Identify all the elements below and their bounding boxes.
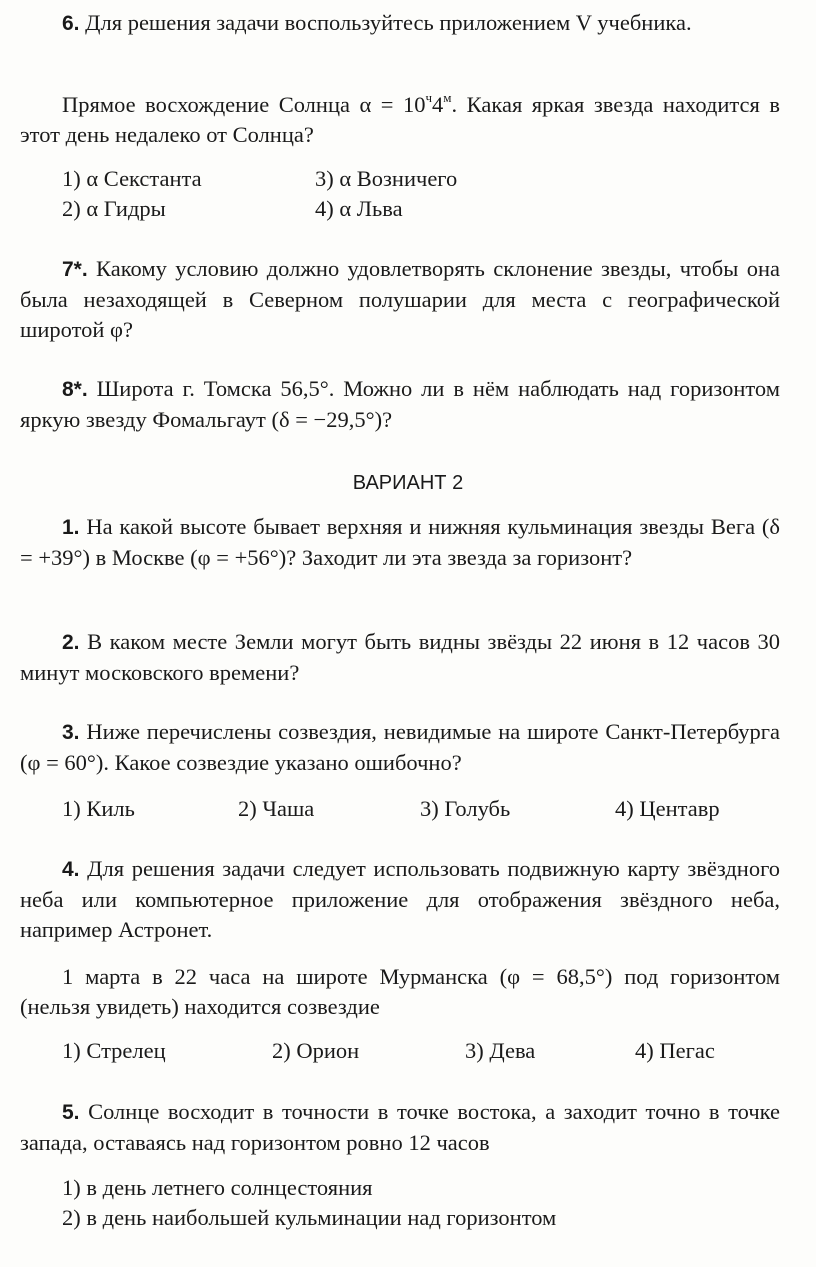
answer-option: 1) α Секстанта (62, 166, 202, 191)
task-number: 2. (62, 631, 80, 654)
v2-task5-option2 (62, 1203, 782, 1233)
task6-question: Прямое восхождение Солнца $\alpha = 10^ч4^м$. Какая яркая звезда находится в этот день недалеко от Солнца? (20, 89, 780, 147)
task-text: Ниже перечислены созвездия, невидимые на широте Санкт-Петербурга (φ = 60°). Какое созвездие указано ошибочно? (20, 719, 780, 775)
answer-option: 4) Пегас (635, 1038, 715, 1063)
task-text: Для решения задачи следует использовать подвижную карту звёздного неба или компьютерное приложение для отображения звёздного неба, например Астронет. (20, 856, 780, 942)
answer-option: 2) Чаша (238, 796, 315, 821)
task-text: В каком месте Земли могут быть видны звёзды 22 июня в 12 часов 30 минут московского времени? (20, 629, 781, 685)
answer-option: 1) в день летнего солнцестояния (62, 1175, 373, 1200)
task-number: 1. (62, 516, 80, 539)
v2-task3 (20, 717, 780, 778)
task-text: Какому условию должно удовлетворять склонение звезды, чтобы она была незаходящей в Северном полушарии для места с географической широтой φ? (20, 256, 780, 342)
task-number: 7*. (62, 258, 88, 281)
answer-option: 4) α Льва (315, 196, 403, 221)
task-number: 5. (62, 1101, 80, 1124)
task8 (20, 374, 780, 435)
answer-option: 2) α Гидры (62, 196, 166, 221)
answer-option: 3) α Возничего (315, 166, 458, 191)
task6-options-row2 (62, 194, 782, 224)
answer-option: 4) Центавр (615, 796, 720, 821)
task-number: 3. (62, 721, 80, 744)
answer-option: 2) Орион (272, 1038, 360, 1063)
v2-task3-options (62, 794, 782, 824)
v2-task4-question: 1 марта в 22 часа на широте Мурманска (φ = 68,5°) под горизонтом (нельзя увидеть) находится созвездие (20, 964, 780, 1019)
task-number: 6. (62, 12, 80, 35)
v2-task5 (20, 1097, 780, 1158)
v2-task1 (20, 512, 780, 573)
answer-option: 3) Голубь (420, 796, 511, 821)
task7 (20, 254, 780, 345)
v2-task4-intro (20, 854, 780, 945)
variant-title: ВАРИАНТ 2 (352, 472, 464, 494)
task-text: Солнце восходит в точности в точке востока, а заходит точно в точке запада, оставаясь над горизонтом ровно 12 часов (20, 1099, 780, 1155)
answer-option: 1) Киль (62, 796, 135, 821)
task-text: Для решения задачи воспользуйтесь приложением V учебника. (85, 10, 692, 35)
task-number: 4. (62, 858, 80, 881)
answer-option: 3) Дева (465, 1038, 536, 1063)
answer-option: 2) в день наибольшей кульминации над горизонтом (62, 1205, 557, 1230)
task-text: На какой высоте бывает верхняя и нижняя кульминация звезды Вега (δ = +39°) в Москве (φ = +56°)? Заходит ли эта звезда за горизонт? (20, 514, 781, 570)
v2-task4-options (62, 1036, 782, 1066)
v2-task5-option1 (62, 1173, 782, 1203)
task-text: Широта г. Томска 56,5°. Можно ли в нём наблюдать над горизонтом яркую звезду Фомальгаут (δ = −29,5°)? (20, 376, 780, 432)
task6-intro (20, 8, 780, 39)
task-number: 8*. (62, 378, 88, 401)
task6-options-row1 (62, 164, 782, 194)
v2-task2 (20, 627, 780, 688)
answer-option: 1) Стрелец (62, 1038, 166, 1063)
